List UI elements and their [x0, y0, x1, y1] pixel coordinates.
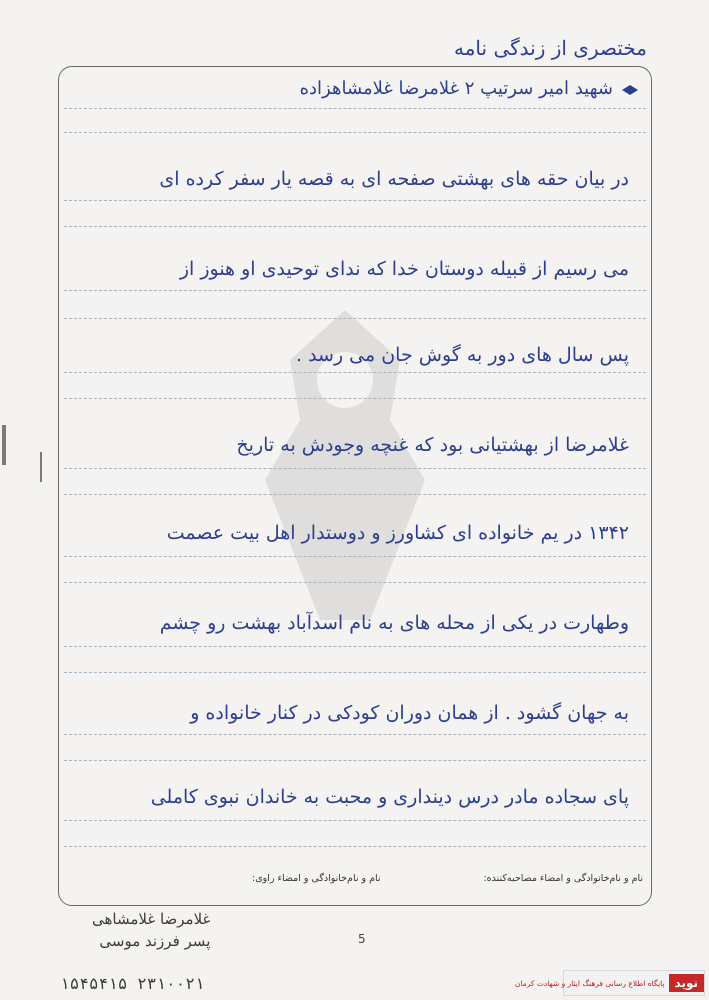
- ruled-line: [64, 200, 646, 201]
- id-code: ۱۵۴۵۴۱۵ ۲۳۱۰۰۲۱: [60, 974, 205, 993]
- signature-name: غلامرضا غلامشاهی: [92, 910, 211, 928]
- page-title: مختصری از زندگی نامه: [454, 36, 647, 60]
- ruled-line: [64, 556, 646, 557]
- interviewer-label: نام و نام‌خانوادگی و امضاء مصاحبه‌کننده:: [483, 873, 643, 884]
- signature-father: فرزند موسی: [99, 932, 180, 950]
- ruled-line: [64, 398, 646, 399]
- text-line-6: وطهارت در یکی از محله های به نام اسدآباد بهشت رو چشم: [159, 612, 629, 634]
- ruled-line: [64, 318, 646, 319]
- ruled-line: [64, 672, 646, 673]
- ruled-line: [64, 646, 646, 647]
- ruled-line: [64, 494, 646, 495]
- brand-logo: نوید: [669, 974, 704, 992]
- text-line-5: ۱۳۴۲ در یم خانواده ای کشاورز و دوستدار اهل بیت عصمت: [166, 522, 629, 544]
- ruled-line: [64, 468, 646, 469]
- narrator-signature: [92, 910, 210, 950]
- pen-bullet-icon: [621, 84, 639, 96]
- ruled-line: [64, 226, 646, 227]
- ruled-line: [64, 734, 646, 735]
- ruled-line: [64, 582, 646, 583]
- ruled-line: [64, 846, 646, 847]
- text-line-3: پس سال های دور به گوش جان می رسد .: [295, 344, 629, 366]
- ruled-line: [64, 108, 646, 109]
- ruled-line: [64, 820, 646, 821]
- text-line-8: پای سجاده مادر درس دینداری و محبت به خاندان نبوی کاملی: [150, 786, 629, 808]
- scan-mark: [40, 452, 42, 482]
- narrator-label: نام و نام‌خانوادگی و امضاء راوی:: [252, 873, 381, 884]
- ruled-line: [64, 760, 646, 761]
- signature-relation: پسر: [184, 932, 211, 950]
- text-line-4: غلامرضا از بهشتیانی بود که غنچه وجودش به تاریخ: [236, 434, 629, 456]
- scan-mark: [2, 425, 6, 465]
- ruled-line: [64, 132, 646, 133]
- text-line-7: به جهان گشود . از همان دوران کودکی در کنار خانواده و: [190, 702, 629, 724]
- ruled-line: [64, 290, 646, 291]
- martyr-heading: شهید امیر سرتیپ ۲ غلامرضا غلامشاهزاده: [299, 78, 613, 99]
- source-badge[interactable]: [514, 970, 705, 996]
- page-number: 5: [358, 932, 366, 946]
- text-line-2: می رسیم از قبیله دوستان خدا که ندای توحیدی او هنوز از: [179, 258, 629, 280]
- ruled-line: [64, 372, 646, 373]
- source-text: پایگاه اطلاع رسانی فرهنگ ایثار و شهادت کرمان: [514, 978, 665, 988]
- text-line-1: در بیان حقه های بهشتی صفحه ای به قصه یار سفر کرده ای: [159, 168, 629, 190]
